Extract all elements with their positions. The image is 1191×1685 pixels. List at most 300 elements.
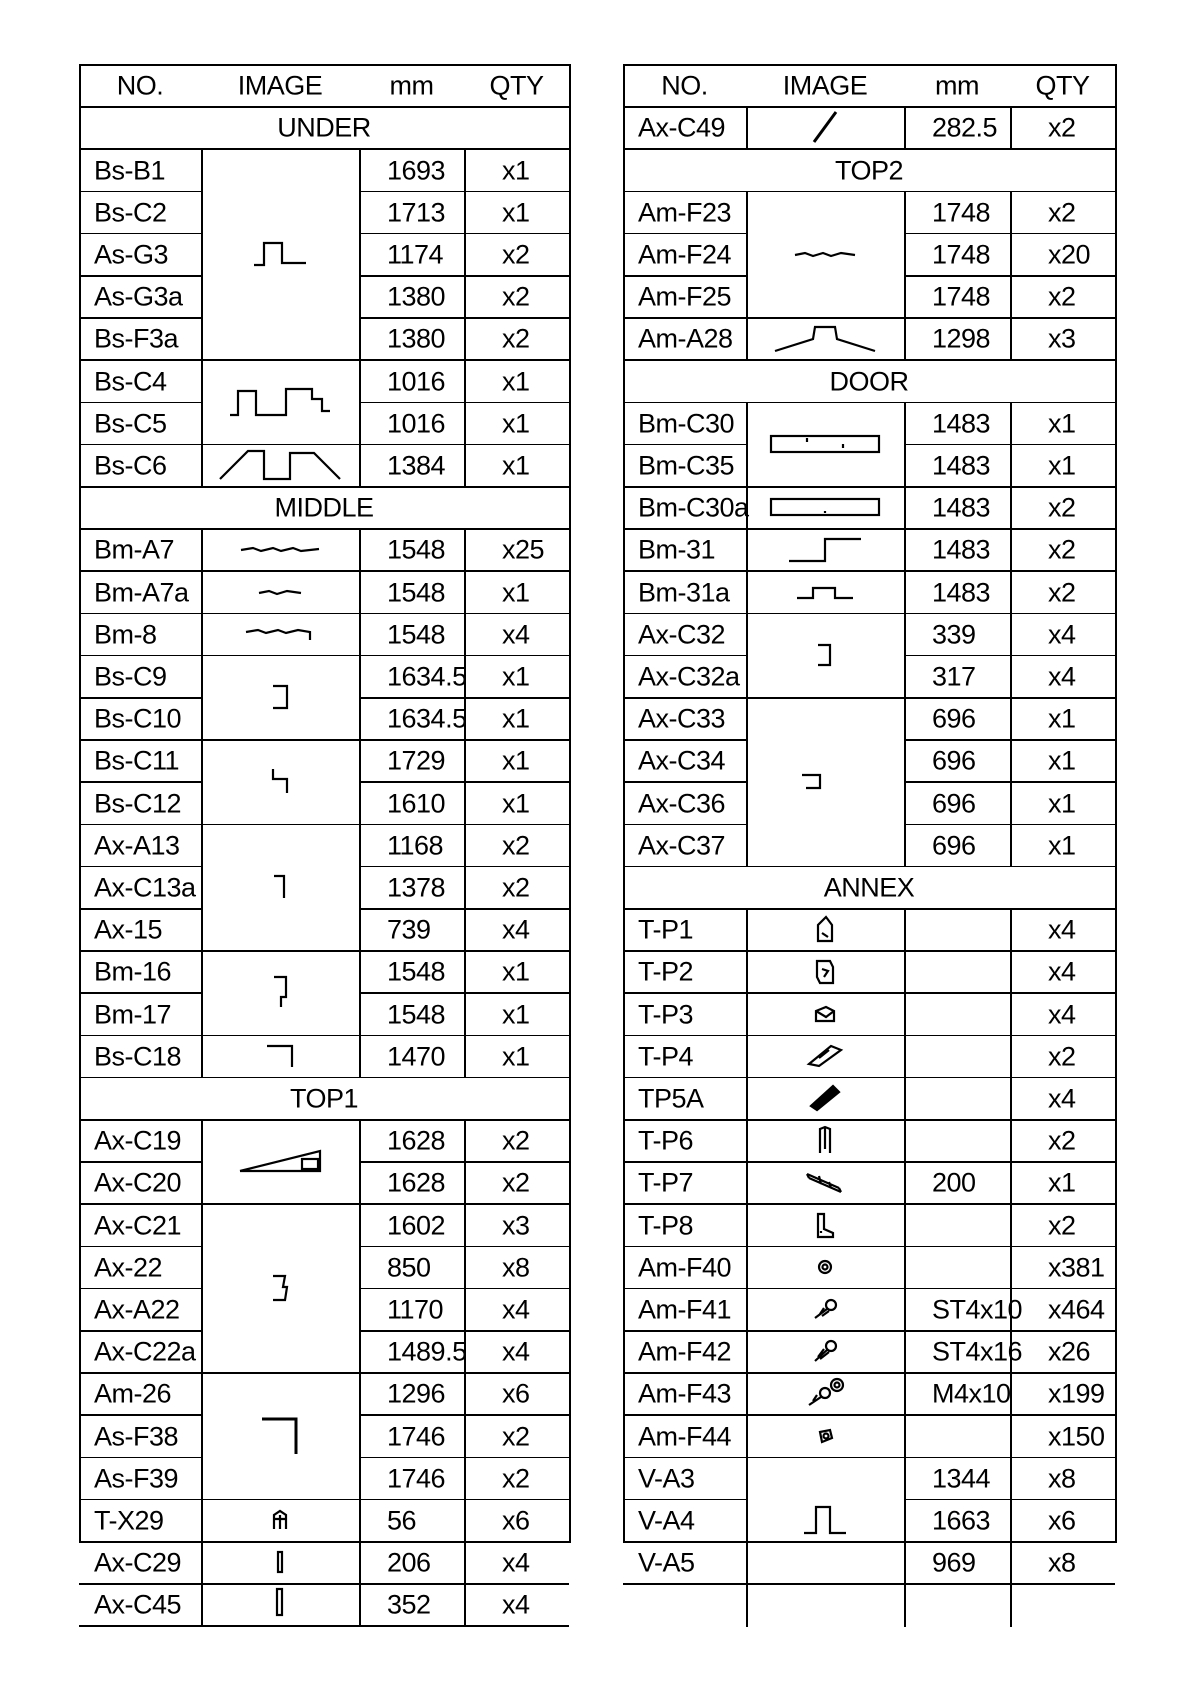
right-col-divider	[1010, 1499, 1012, 1543]
right-quantity: x2	[1048, 1041, 1076, 1072]
right-part-number: Ax-C34	[638, 745, 726, 776]
left-row-divider	[79, 992, 201, 994]
right-length-mm: 1483	[932, 492, 991, 523]
bolt-nut-icon	[805, 1377, 845, 1409]
left-border-left	[79, 64, 81, 1541]
left-col-divider	[359, 317, 361, 361]
right-part-number: Bm-C30	[638, 408, 735, 439]
right-length-mm: 1748	[932, 281, 991, 312]
bracket-icon	[815, 642, 835, 668]
left-col-divider	[359, 613, 361, 657]
left-col-divider	[359, 1161, 361, 1205]
left-part-number: Bm-17	[94, 999, 172, 1029]
left-col-divider	[359, 1414, 361, 1458]
right-quantity: x3	[1048, 323, 1076, 354]
right-border-left	[623, 64, 625, 1541]
right-col-divider	[904, 739, 906, 783]
left-col-divider	[201, 275, 203, 319]
right-col-divider	[1010, 950, 1012, 994]
right-quantity: x1	[1048, 408, 1076, 439]
right-part-number: Am-F23	[638, 197, 732, 228]
right-col-divider	[1010, 992, 1012, 1036]
right-col-divider	[1010, 106, 1012, 150]
right-part-number: Am-F43	[638, 1378, 732, 1409]
left-col-divider	[464, 739, 466, 783]
right-col-divider	[904, 191, 906, 235]
right-length-mm: 317	[932, 661, 976, 692]
left-part-number: Bs-C4	[94, 366, 167, 396]
left-length-mm: 739	[387, 914, 431, 945]
left-quantity: x1	[502, 956, 530, 987]
left-row-divider	[79, 1288, 201, 1290]
right-part-number: Ax-C32	[638, 619, 726, 650]
left-row-divider	[79, 1203, 569, 1205]
right-length-mm: ST4x16	[932, 1336, 1023, 1367]
left-col-divider	[359, 1246, 361, 1290]
right-row-divider	[623, 444, 746, 446]
wave-hook-profile-icon	[244, 626, 316, 642]
left-length-mm: 1628	[387, 1167, 446, 1198]
left-row-divider	[79, 781, 201, 783]
right-row-divider	[623, 824, 746, 826]
left-quantity: x4	[502, 619, 530, 650]
left-part-number: Bs-C18	[94, 1041, 182, 1072]
right-length-mm: 696	[932, 745, 976, 776]
right-col-divider	[746, 613, 748, 657]
right-length-mm: 1298	[932, 323, 991, 354]
left-col-divider	[201, 613, 203, 657]
rod-bolt-icon	[805, 1170, 845, 1194]
left-length-mm: 1384	[387, 450, 446, 481]
left-part-number: Ax-C13a	[94, 872, 196, 903]
left-row-divider	[79, 570, 569, 572]
small-bar-icon	[276, 1550, 284, 1574]
right-row-divider	[623, 317, 1115, 319]
left-section-title: TOP1	[289, 1083, 359, 1114]
right-row-divider	[623, 1077, 1115, 1079]
left-col-divider	[359, 1457, 361, 1501]
right-quantity: x4	[1048, 1083, 1076, 1114]
right-quantity: x26	[1048, 1336, 1091, 1367]
right-col-divider	[904, 106, 906, 150]
left-part-number: Ax-C19	[94, 1125, 182, 1156]
left-col-divider	[359, 444, 361, 488]
low-step-rail-icon	[795, 584, 855, 600]
right-part-number: TP5A	[638, 1083, 704, 1114]
right-col-divider	[904, 402, 906, 446]
long-bar-icon	[275, 1587, 285, 1617]
left-col-divider	[201, 1414, 203, 1458]
right-col-divider	[1010, 1161, 1012, 1205]
left-col-divider	[201, 444, 203, 488]
left-part-number: Ax-C45	[94, 1589, 182, 1620]
left-row-divider	[79, 613, 569, 615]
right-part-number: Am-F44	[638, 1421, 732, 1451]
right-row-divider	[623, 1499, 746, 1501]
clip-bracket-icon	[814, 957, 836, 985]
left-header-divider	[79, 106, 569, 108]
right-col-divider	[1010, 781, 1012, 825]
flat-wave-profile-icon	[239, 543, 321, 555]
right-row-divider	[623, 1035, 1115, 1037]
right-section-divider	[623, 191, 1115, 193]
right-quantity: x2	[1048, 534, 1076, 565]
left-col-divider	[201, 317, 203, 361]
left-col-divider	[359, 233, 361, 277]
right-col-divider	[904, 233, 906, 277]
right-part-number: Am-A28	[638, 323, 733, 354]
screw-long-icon	[812, 1339, 838, 1363]
left-col-divider	[201, 1035, 203, 1079]
left-col-divider	[359, 992, 361, 1036]
right-quantity: x381	[1048, 1252, 1105, 1283]
left-length-mm: 1168	[387, 830, 444, 861]
left-length-mm: 1746	[387, 1463, 446, 1494]
right-quantity: x4	[1048, 661, 1076, 692]
left-quantity: x2	[502, 1167, 530, 1198]
left-quantity: x4	[502, 1589, 530, 1620]
right-col-divider	[1010, 908, 1012, 952]
left-section-title: MIDDLE	[274, 492, 374, 523]
left-length-mm: 352	[387, 1589, 431, 1620]
right-col-divider	[746, 1583, 748, 1627]
right-part-number: Am-F41	[638, 1294, 732, 1325]
right-length-mm: M4x10	[932, 1378, 1011, 1409]
left-col-divider	[359, 191, 361, 235]
left-col-divider	[201, 992, 203, 1036]
left-part-number: Ax-A22	[94, 1294, 180, 1325]
right-row-divider	[623, 275, 746, 277]
right-length-mm: 1748	[932, 239, 991, 270]
right-row-divider	[623, 697, 1115, 699]
left-part-number: Bs-C2	[94, 197, 167, 228]
right-col-divider	[746, 1161, 748, 1205]
left-col-divider	[464, 824, 466, 868]
right-length-mm: 282.5	[932, 112, 998, 143]
right-col-divider	[1010, 1203, 1012, 1247]
left-row-divider	[79, 1499, 569, 1501]
left-col-divider	[359, 697, 361, 741]
right-length-mm: 200	[932, 1167, 976, 1198]
left-border-top	[79, 64, 569, 66]
right-part-number: T-P4	[638, 1041, 694, 1072]
left-part-number: Ax-C20	[94, 1167, 182, 1198]
right-quantity: x4	[1048, 956, 1076, 987]
left-col-divider	[464, 275, 466, 319]
left-length-mm: 1548	[387, 577, 446, 607]
right-col-divider	[904, 697, 906, 741]
left-row-divider	[79, 1161, 201, 1163]
right-header-no: NO.	[661, 70, 708, 101]
right-quantity: x2	[1048, 1125, 1076, 1156]
left-col-divider	[201, 1246, 203, 1290]
left-row-divider	[79, 1330, 201, 1332]
step-profile-icon	[252, 241, 308, 267]
vent-grill-icon	[809, 1084, 841, 1112]
left-row-divider	[79, 1583, 569, 1585]
left-length-mm: 56	[387, 1505, 417, 1536]
left-quantity: x6	[502, 1505, 530, 1536]
right-part-number: Bm-C35	[638, 450, 735, 481]
left-col-divider	[359, 148, 361, 192]
handle-icon	[807, 1044, 843, 1068]
right-col-divider	[904, 1330, 906, 1374]
right-col-divider	[1010, 486, 1012, 530]
right-row-divider	[623, 528, 1115, 530]
left-col-divider	[359, 570, 361, 614]
left-col-divider	[201, 148, 203, 192]
right-length-mm: 339	[932, 619, 976, 650]
right-length-mm: 696	[932, 830, 976, 861]
right-col-divider	[904, 1203, 906, 1247]
left-col-divider	[464, 1541, 466, 1585]
corner-angle-icon	[265, 1043, 295, 1069]
right-col-divider	[904, 1372, 906, 1416]
left-col-divider	[464, 1246, 466, 1290]
right-col-divider	[746, 1372, 748, 1416]
channel-step-icon	[802, 1505, 848, 1535]
left-row-divider	[79, 275, 201, 277]
right-col-divider	[1010, 739, 1012, 783]
l-hook-icon	[270, 767, 290, 795]
left-length-mm: 206	[387, 1547, 431, 1578]
right-length-mm: 1483	[932, 534, 991, 565]
left-length-mm: 1380	[387, 281, 446, 312]
right-col-divider	[904, 781, 906, 825]
right-col-divider	[746, 106, 748, 150]
right-quantity: x464	[1048, 1294, 1105, 1325]
short-wave-profile-icon	[257, 586, 303, 598]
right-border-top	[623, 64, 1115, 66]
right-col-divider	[746, 1203, 748, 1247]
right-row-divider	[623, 1541, 746, 1543]
right-row-divider	[623, 148, 1115, 150]
hat-profile-icon	[218, 449, 342, 481]
right-col-divider	[746, 1119, 748, 1163]
right-col-divider	[746, 444, 748, 488]
left-part-number: As-G3a	[94, 281, 183, 312]
left-col-divider	[359, 1541, 361, 1585]
right-col-divider	[904, 950, 906, 994]
right-header-image: IMAGE	[782, 70, 868, 101]
left-col-divider	[359, 655, 361, 699]
left-part-number: As-G3	[94, 239, 169, 270]
right-quantity: x1	[1048, 1167, 1076, 1198]
right-col-divider	[1010, 1246, 1012, 1290]
right-quantity: x1	[1048, 788, 1076, 818]
left-col-divider	[464, 1372, 466, 1416]
left-col-divider	[359, 908, 361, 952]
left-length-mm: 1602	[387, 1210, 446, 1240]
left-row-divider	[79, 486, 569, 488]
left-col-divider	[201, 1583, 203, 1627]
left-length-mm: 1610	[387, 788, 446, 818]
right-col-divider	[1010, 824, 1012, 868]
right-part-number: Ax-C33	[638, 703, 726, 734]
right-col-divider	[904, 1541, 906, 1585]
right-part-number: Bm-31	[638, 534, 716, 565]
right-part-number: T-P3	[638, 999, 694, 1029]
left-length-mm: 850	[387, 1252, 431, 1283]
right-row-divider	[623, 1288, 1115, 1290]
left-row-divider	[79, 866, 201, 868]
right-header-qty: QTY	[1035, 70, 1090, 101]
right-quantity: x4	[1048, 999, 1076, 1029]
right-header-mm: mm	[935, 70, 979, 101]
right-border-right	[1115, 64, 1117, 1543]
right-col-divider	[746, 1330, 748, 1374]
right-row-divider	[623, 950, 1115, 952]
right-col-divider	[1010, 402, 1012, 446]
left-part-number: Bs-C5	[94, 408, 167, 439]
left-col-divider	[464, 908, 466, 952]
left-quantity: x4	[502, 914, 530, 945]
left-part-number: Bs-C9	[94, 661, 167, 692]
offset-bracket-icon	[800, 772, 850, 790]
right-length-mm: 1483	[932, 577, 991, 607]
left-part-number: Bm-A7a	[94, 577, 189, 607]
left-col-divider	[464, 1583, 466, 1627]
right-col-divider	[1010, 1457, 1012, 1501]
right-col-divider	[904, 1288, 906, 1332]
right-col-divider	[1010, 1035, 1012, 1079]
right-col-divider	[1010, 570, 1012, 614]
right-length-mm: 696	[932, 703, 976, 734]
right-quantity: x2	[1048, 281, 1076, 312]
left-col-divider	[464, 1035, 466, 1079]
double-step-profile-icon	[228, 385, 332, 419]
right-header-divider	[623, 106, 1115, 108]
step-rail-icon	[787, 535, 863, 563]
right-col-divider	[746, 1499, 748, 1543]
right-col-divider	[746, 402, 748, 446]
right-quantity: x2	[1048, 492, 1076, 523]
right-col-divider	[904, 1161, 906, 1205]
left-row-divider	[79, 1372, 569, 1374]
right-part-number: Am-F42	[638, 1336, 732, 1367]
left-col-divider	[359, 359, 361, 403]
left-length-mm: 1174	[387, 239, 444, 270]
left-length-mm: 1170	[387, 1294, 444, 1325]
left-quantity: x4	[502, 1336, 530, 1367]
left-col-divider	[464, 1499, 466, 1543]
right-row-divider	[623, 613, 1115, 615]
left-part-number: Bs-C10	[94, 703, 182, 734]
right-quantity: x4	[1048, 619, 1076, 650]
right-col-divider	[746, 950, 748, 994]
right-col-divider	[746, 908, 748, 952]
wave-profile-icon	[793, 248, 857, 260]
left-col-divider	[201, 1457, 203, 1501]
right-row-divider	[623, 739, 746, 741]
right-quantity: x8	[1048, 1463, 1076, 1494]
left-col-divider	[359, 1035, 361, 1079]
right-row-divider	[623, 570, 1115, 572]
right-part-number: Bm-31a	[638, 577, 730, 607]
left-col-divider	[359, 1372, 361, 1416]
left-quantity: x1	[502, 408, 530, 439]
left-col-divider	[201, 655, 203, 699]
right-row-divider	[623, 1161, 1115, 1163]
right-part-number: T-P7	[638, 1167, 694, 1198]
j-channel-icon	[271, 975, 289, 1009]
right-col-divider	[904, 528, 906, 572]
left-length-mm: 1548	[387, 534, 446, 565]
left-row-divider	[79, 1625, 569, 1627]
right-quantity: x1	[1048, 450, 1076, 481]
right-part-number: T-P1	[638, 914, 694, 945]
left-col-divider	[359, 402, 361, 446]
right-row-divider	[623, 1246, 1115, 1248]
right-part-number: Ax-C37	[638, 830, 726, 861]
left-quantity: x2	[502, 1421, 530, 1451]
left-col-divider	[464, 613, 466, 657]
left-row-divider	[79, 402, 201, 404]
left-col-divider	[201, 1499, 203, 1543]
right-part-number: V-A5	[638, 1547, 695, 1578]
right-part-number: V-A3	[638, 1463, 695, 1494]
right-part-number: Am-F25	[638, 281, 732, 312]
left-quantity: x1	[502, 1041, 530, 1072]
right-col-divider	[904, 275, 906, 319]
left-quantity: x1	[502, 155, 530, 185]
left-section-title: UNDER	[277, 112, 371, 143]
left-col-divider	[359, 528, 361, 572]
left-col-divider	[201, 1119, 203, 1163]
left-quantity: x1	[502, 450, 530, 481]
left-row-divider	[79, 1457, 201, 1459]
right-col-divider	[1010, 528, 1012, 572]
right-row-divider	[623, 1203, 1115, 1205]
left-part-number: Ax-A13	[94, 830, 180, 861]
left-col-divider	[201, 359, 203, 403]
right-col-divider	[746, 528, 748, 572]
left-part-number: Ax-C29	[94, 1547, 182, 1578]
hinge-bracket-icon	[271, 1509, 289, 1531]
right-col-divider	[904, 1246, 906, 1290]
left-row-divider	[79, 1246, 201, 1248]
left-col-divider	[359, 1288, 361, 1332]
right-row-divider	[623, 655, 746, 657]
left-quantity: x2	[502, 1463, 530, 1494]
left-col-divider	[464, 781, 466, 825]
left-part-number: Bm-8	[94, 619, 157, 650]
right-col-divider	[1010, 444, 1012, 488]
right-section-divider	[623, 908, 1115, 910]
left-row-divider	[79, 824, 569, 826]
right-part-number: Am-F40	[638, 1252, 732, 1283]
right-col-divider	[746, 1288, 748, 1332]
right-row-divider	[623, 781, 746, 783]
right-quantity: x20	[1048, 239, 1091, 270]
right-col-divider	[904, 570, 906, 614]
left-col-divider	[359, 1119, 361, 1163]
door-frame-a-icon	[769, 497, 881, 517]
left-col-divider	[464, 402, 466, 446]
right-row-divider	[623, 992, 1115, 994]
right-col-divider	[746, 570, 748, 614]
left-part-number: Bs-F3a	[94, 323, 179, 354]
right-col-divider	[904, 613, 906, 657]
right-part-number: Ax-C32a	[638, 661, 740, 692]
left-quantity: x4	[502, 1294, 530, 1325]
right-row-divider	[623, 1414, 1115, 1416]
left-col-divider	[464, 992, 466, 1036]
left-col-divider	[464, 570, 466, 614]
right-col-divider	[904, 1035, 906, 1079]
right-length-mm: 696	[932, 788, 976, 818]
right-col-divider	[904, 992, 906, 1036]
